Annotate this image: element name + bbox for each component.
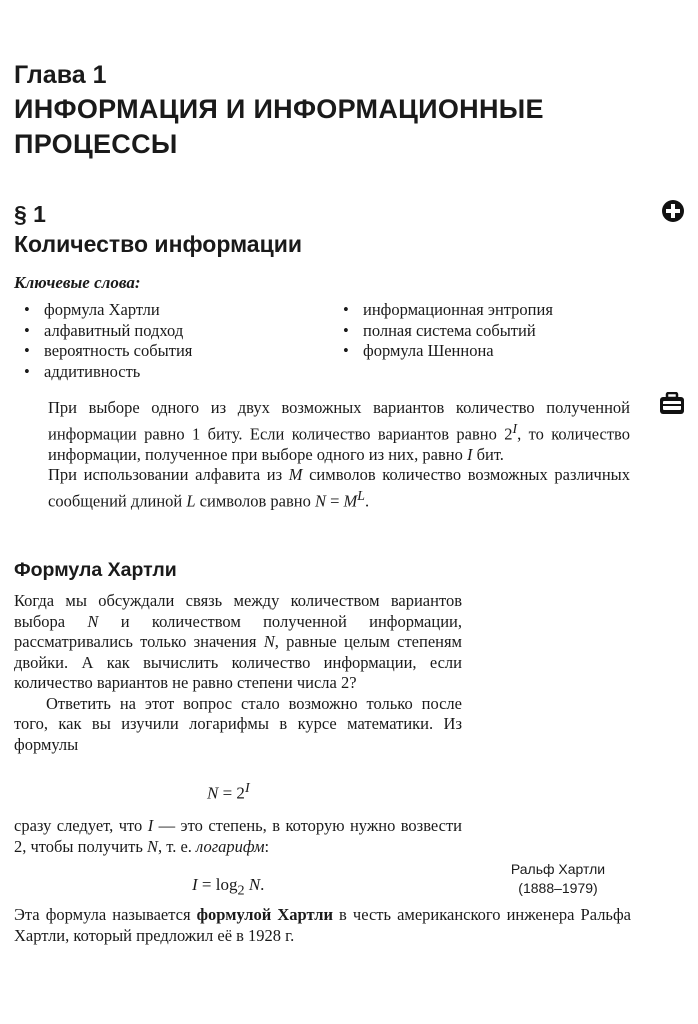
summary-paragraph-2: При использовании алфавита из M символов количество возможных различных сообщений длиной L символов равно $N = M^L$. [48, 465, 630, 510]
keyword-item: • вероятность события [24, 341, 192, 362]
toolbox-icon[interactable] [659, 392, 683, 416]
hartley-paragraph-3: сразу следует, что I — это степень, в которую нужно возвести 2, чтобы получить N, т. е. логарифм: [14, 816, 462, 856]
keyword-item: • информационная энтропия [343, 300, 553, 321]
plus-circle-icon[interactable] [661, 199, 685, 223]
keywords-list-left [24, 300, 192, 382]
chapter-title: ИНФОРМАЦИЯ И ИНФОРМАЦИОННЫЕ ПРОЦЕССЫ [14, 94, 544, 159]
caption-years: (1888–1979) [518, 880, 598, 896]
keyword-item: • формула Хартли [24, 300, 192, 321]
keyword-item: • аддитивность [24, 362, 192, 383]
summary-block [48, 398, 630, 512]
keyword-item: • формула Шеннона [343, 341, 553, 362]
portrait-caption [498, 860, 618, 898]
hartley-paragraph-1: Когда мы обсуждали связь между количеством вариантов выбора N и количеством полученной информации, рассматривались только значения N, равные целым степеням двойки. А как вычислить количество информации, если количество вариантов не равно степени числа 2? Ответить на этот вопрос стало возможно только после того, как вы изучили логарифмы в курсе математики. Из формулы [14, 591, 463, 754]
section-title: Количество информации [14, 231, 303, 257]
bottom-paragraph: Эта формула называется формулой Хартли в честь американского инженера Ральфа Хартли, который предложил её в 1928 г. [14, 905, 631, 945]
keyword-item: • полная система событий [343, 321, 553, 342]
keyword-item: • алфавитный подход [24, 321, 192, 342]
summary-paragraph-1: При выборе одного из двух возможных вариантов количество полученной информации равно 1 биту. Если количество вариантов равно $2^I$, то количество информации, полученное при выборе одного из них, равно I бит. [48, 398, 630, 464]
subsection-title: Формула Хартли [14, 559, 177, 581]
keywords-list-right [343, 300, 553, 362]
formula-log: $I = \log_2 N$. [192, 875, 265, 899]
keywords-label: Ключевые слова: [14, 273, 141, 292]
formula-power: $N = 2^I$ [207, 780, 250, 803]
caption-name: Ральф Хартли [510, 861, 606, 877]
hartley-paragraph-2: Ответить на этот вопрос стало возможно только после того, как вы изучили логарифмы в курсе математики. Из формулы [14, 693, 462, 754]
chapter-label: Глава 1 [14, 61, 107, 89]
section-number: § 1 [14, 201, 46, 227]
